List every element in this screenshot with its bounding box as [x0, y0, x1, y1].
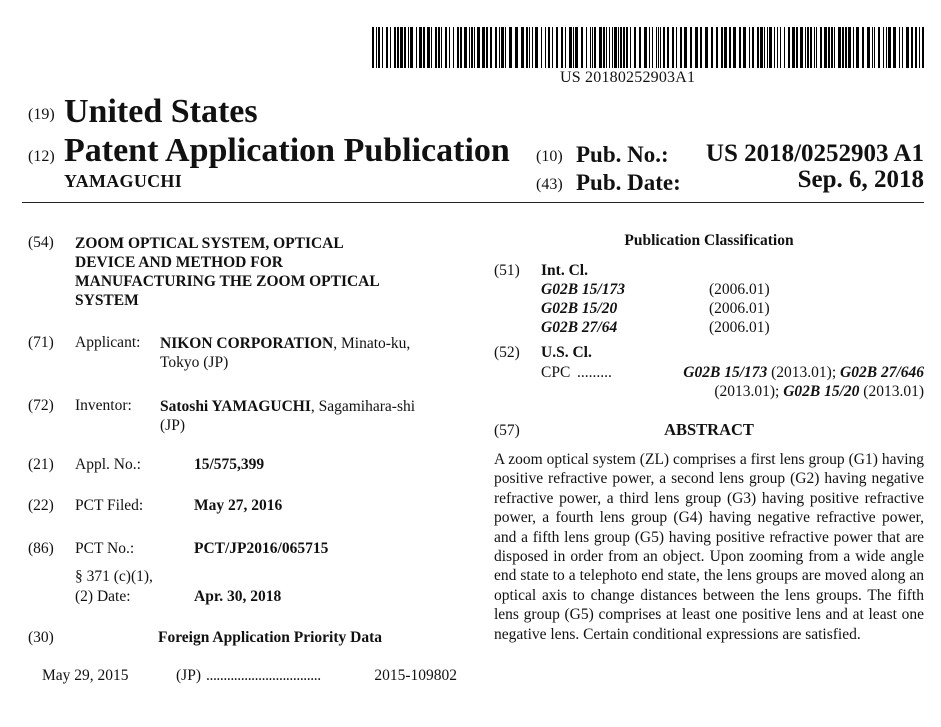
applicant-location: , Minato-ku,: [333, 335, 411, 352]
pct-no-value: PCT/JP2016/065715: [194, 540, 329, 557]
inventor-code: (72): [28, 397, 54, 414]
barcode-bar: [639, 27, 641, 68]
barcode-bar: [658, 27, 659, 68]
barcode-bar: [711, 27, 713, 68]
abstract-heading: ABSTRACT: [664, 420, 754, 439]
title-code: (54): [28, 234, 54, 251]
barcode-bar: [499, 27, 500, 68]
barcode-bar: [552, 27, 553, 68]
barcode-bar: [565, 27, 566, 68]
cpc-label: CPC: [541, 364, 571, 381]
barcode-bar: [438, 27, 440, 68]
barcode-bar: [469, 27, 470, 68]
country-title: United States: [64, 93, 258, 130]
applicant-name: NIKON CORPORATION: [160, 335, 334, 352]
barcode-bar: [453, 27, 454, 68]
barcode-bar: [532, 27, 533, 68]
pub-date-value: Sep. 6, 2018: [797, 166, 924, 193]
appl-label: Appl. No.:: [75, 456, 141, 473]
barcode-bar: [663, 27, 665, 68]
barcode-bar: [394, 27, 396, 68]
intcl-code: (51): [494, 262, 520, 279]
barcode-bar: [888, 27, 891, 68]
barcode-bar: [878, 27, 880, 68]
barcode-bar: [816, 27, 817, 68]
barcode-bar: [733, 27, 736, 68]
inventor-location-2: (JP): [160, 417, 185, 434]
inventor-location: , Sagamihara-shi: [310, 398, 416, 415]
barcode-bar: [752, 27, 754, 68]
title-line: MANUFACTURING THE ZOOM OPTICAL: [75, 273, 380, 290]
barcode-bar: [769, 27, 772, 68]
barcode-bar: [788, 27, 790, 68]
barcode-bar: [623, 27, 625, 68]
uscl-label: U.S. Cl.: [541, 344, 592, 361]
cpc-dots: .........: [577, 364, 612, 381]
barcode-bar: [594, 27, 596, 68]
sec371-label: § 371 (c)(1),: [75, 568, 153, 585]
applicant-label: Applicant:: [75, 334, 141, 351]
code-19: (19): [28, 106, 55, 123]
barcode-bar: [796, 27, 798, 68]
barcode-bar: [471, 27, 473, 68]
barcode-bar: [867, 27, 870, 68]
date2-value: Apr. 30, 2018: [194, 588, 282, 605]
intcl-class: G02B 15/173: [541, 281, 625, 298]
barcode-bar: [618, 27, 619, 68]
priority-date: May 29, 2015: [42, 667, 129, 684]
barcode-bar: [705, 27, 708, 68]
barcode-bar: [390, 27, 391, 68]
barcode-bar: [922, 27, 924, 68]
barcode-bar: [477, 27, 480, 68]
barcode-bar: [410, 27, 413, 68]
barcode-bar: [872, 27, 873, 68]
barcode-bar: [780, 27, 781, 68]
barcode-bar: [911, 27, 913, 68]
cpc-version: (2013.01);: [767, 364, 841, 381]
uscl-code: (52): [494, 344, 520, 361]
barcode-bar: [883, 27, 884, 68]
barcode-bar: [716, 27, 718, 68]
barcode-bar: [824, 27, 827, 68]
barcode-bar: [427, 27, 430, 68]
cpc-line-2: [714, 383, 924, 401]
applicant-location-2: Tokyo (JP): [160, 354, 229, 371]
barcode-bar: [777, 27, 778, 68]
barcode-bar: [684, 27, 687, 68]
barcode-bar: [667, 27, 669, 68]
intcl-label: Int. Cl.: [541, 262, 588, 279]
barcode-bar: [501, 27, 504, 68]
barcode-bar: [848, 27, 851, 68]
barcode-bar: [644, 27, 647, 68]
invention-title: [75, 234, 475, 310]
barcode-bar: [545, 27, 546, 68]
barcode-bar: [814, 27, 815, 68]
barcode-bar: [556, 27, 558, 68]
barcode-bar: [449, 27, 450, 68]
cpc-line-1: [683, 364, 924, 382]
barcode-bar: [902, 27, 903, 68]
barcode-bar: [603, 27, 605, 68]
barcode-bar: [831, 27, 833, 68]
barcode-bar: [457, 27, 459, 68]
pct-no-code: (86): [28, 540, 54, 557]
barcode-bar: [441, 27, 442, 68]
code-12: (12): [28, 148, 55, 165]
barcode-bar: [614, 27, 617, 68]
title-line: SYSTEM: [75, 292, 139, 309]
barcode-bar: [482, 27, 485, 68]
barcode-bar: [906, 27, 909, 68]
barcode-bar: [612, 27, 613, 68]
pub-date-label: Pub. Date:: [576, 170, 681, 195]
barcode-bar: [592, 27, 593, 68]
inventor-label: Inventor:: [75, 397, 132, 414]
barcode-bar: [695, 27, 698, 68]
priority-code: (30): [28, 629, 54, 646]
barcode-bar: [757, 27, 759, 68]
barcode-bar: [404, 27, 406, 68]
barcode-bar: [899, 27, 900, 68]
barcode-bar: [886, 27, 887, 68]
cpc-version: (2013.01): [859, 383, 924, 400]
barcode-bar: [464, 27, 467, 68]
abstract-text: A zoom optical system (ZL) comprises a first lens group (G1) having positive refractive power, a second lens group (G2) having negative refractive power, a third lens group (G3) having positive refractive power, a fourth lens group (G4) having negative refractive power, and a fifth lens group (G5) having positive refractive power that are disposed in order from an object. Upon zooming from a wide angle end state to a telephoto end state, the lens groups are moved along an optical axis to change distances between the lens groups. The fifth lens group (G5) comprises at least one positive lens and at least one negative lens. Certain conditional expressions are satisfied.: [494, 451, 924, 643]
inventor-name: Satoshi YAMAGUCHI: [160, 398, 311, 415]
barcode-bar: [431, 27, 432, 68]
barcode-bar: [810, 27, 812, 68]
priority-heading: Foreign Application Priority Data: [157, 629, 383, 646]
date2-label: (2) Date:: [75, 588, 131, 605]
barcode-bar: [690, 27, 692, 68]
barcode-bar: [842, 27, 844, 68]
header-divider: [22, 202, 924, 203]
barcode-bar: [397, 27, 399, 68]
barcode-bar: [862, 27, 864, 68]
title-line: ZOOM OPTICAL SYSTEM, OPTICAL: [75, 235, 344, 252]
pct-filed-label: PCT Filed:: [75, 497, 144, 514]
intcl-class: G02B 15/20: [541, 300, 618, 317]
applicant-code: (71): [28, 334, 54, 351]
code-10: (10): [536, 148, 563, 165]
priority-dots: .................................: [206, 667, 321, 684]
inventor-block: [160, 397, 460, 435]
barcode-bar: [739, 27, 741, 68]
barcode-bar: [400, 27, 403, 68]
barcode-bar: [856, 27, 859, 68]
barcode-bar: [626, 27, 628, 68]
intcl-version: (2006.01): [709, 300, 770, 317]
barcode-bar: [760, 27, 763, 68]
barcode-bar: [474, 27, 475, 68]
pub-no-value: US 2018/0252903 A1: [705, 140, 924, 167]
barcode-bar: [649, 27, 650, 68]
barcode-bar: [672, 27, 674, 68]
barcode-number: US 20180252903A1: [560, 69, 696, 86]
pub-no-label: Pub. No.:: [576, 142, 669, 167]
barcode-bar: [505, 27, 506, 68]
barcode-bar: [495, 27, 497, 68]
barcode-bar: [721, 27, 723, 68]
barcode-bar: [743, 27, 746, 68]
barcode-bar: [445, 27, 447, 68]
barcode: [372, 27, 924, 68]
barcode-bar: [382, 27, 383, 68]
barcode-bar: [575, 27, 578, 68]
priority-country: (JP): [176, 667, 201, 684]
barcode-bar: [590, 27, 591, 68]
barcode-bar: [724, 27, 727, 68]
barcode-bar: [386, 27, 388, 68]
barcode-bar: [676, 27, 677, 68]
barcode-bar: [838, 27, 841, 68]
barcode-bar: [828, 27, 830, 68]
barcode-bar: [606, 27, 607, 68]
barcode-bar: [630, 27, 631, 68]
barcode-bar: [586, 27, 587, 68]
barcode-bar: [490, 27, 492, 68]
intcl-version: (2006.01): [709, 319, 770, 336]
barcode-bar: [845, 27, 847, 68]
barcode-bar: [634, 27, 636, 68]
title-line: DEVICE AND METHOD FOR: [75, 254, 283, 271]
priority-number: 2015-109802: [374, 667, 457, 684]
barcode-bar: [561, 27, 563, 68]
barcode-bar: [853, 27, 854, 68]
barcode-bar: [535, 27, 538, 68]
barcode-bar: [792, 27, 795, 68]
barcode-bar: [805, 27, 806, 68]
pct-filed-value: May 27, 2016: [194, 497, 283, 514]
cpc-class: G02B 27/646: [840, 364, 924, 381]
pct-no-label: PCT No.:: [75, 540, 135, 557]
barcode-bar: [521, 27, 524, 68]
abstract-code: (57): [494, 422, 520, 439]
barcode-bar: [784, 27, 785, 68]
intcl-class: G02B 27/64: [541, 319, 618, 336]
barcode-bar: [372, 27, 374, 68]
barcode-bar: [893, 27, 896, 68]
barcode-bar: [700, 27, 702, 68]
barcode-bar: [378, 27, 380, 68]
code-43: (43): [536, 176, 563, 193]
barcode-bar: [620, 27, 622, 68]
barcode-bar: [416, 27, 417, 68]
barcode-bar: [548, 27, 550, 68]
barcode-bar: [609, 27, 610, 68]
pct-filed-code: (22): [28, 497, 54, 514]
cpc-class: G02B 15/173: [683, 364, 768, 381]
barcode-bar: [656, 27, 657, 68]
barcode-bar: [652, 27, 653, 68]
barcode-bar: [435, 27, 437, 68]
applicant-block: [160, 334, 460, 372]
barcode-bar: [408, 27, 409, 68]
barcode-bar: [423, 27, 425, 68]
barcode-bar: [749, 27, 750, 68]
appl-value: 15/575,399: [194, 456, 265, 473]
doc-type-title: Patent Application Publication: [64, 132, 510, 169]
barcode-bar: [774, 27, 775, 68]
appl-code: (21): [28, 456, 54, 473]
barcode-bar: [541, 27, 542, 68]
barcode-bar: [915, 27, 917, 68]
barcode-bar: [509, 27, 512, 68]
barcode-bar: [526, 27, 528, 68]
barcode-bar: [569, 27, 572, 68]
barcode-bar: [807, 27, 809, 68]
barcode-bar: [460, 27, 462, 68]
barcode-bar: [581, 27, 583, 68]
barcode-bar: [820, 27, 822, 68]
cpc-version: (2013.01);: [714, 383, 784, 400]
barcode-bar: [599, 27, 602, 68]
barcode-bar: [919, 27, 920, 68]
barcode-bar: [515, 27, 518, 68]
barcode-bar: [834, 27, 835, 68]
barcode-bar: [486, 27, 488, 68]
intcl-version: (2006.01): [709, 281, 770, 298]
barcode-bar: [764, 27, 765, 68]
barcode-bar: [529, 27, 530, 68]
barcode-bar: [800, 27, 803, 68]
barcode-bar: [660, 27, 661, 68]
barcode-bar: [729, 27, 731, 68]
barcode-bar: [376, 27, 377, 68]
pub-class-heading: Publication Classification: [624, 232, 794, 249]
barcode-bar: [874, 27, 875, 68]
barcode-bar: [767, 27, 768, 68]
cpc-class: G02B 15/20: [783, 383, 860, 400]
barcode-bar: [419, 27, 422, 68]
barcode-bar: [680, 27, 682, 68]
barcode-bar: [573, 27, 574, 68]
inventor-surname: YAMAGUCHI: [64, 171, 183, 191]
